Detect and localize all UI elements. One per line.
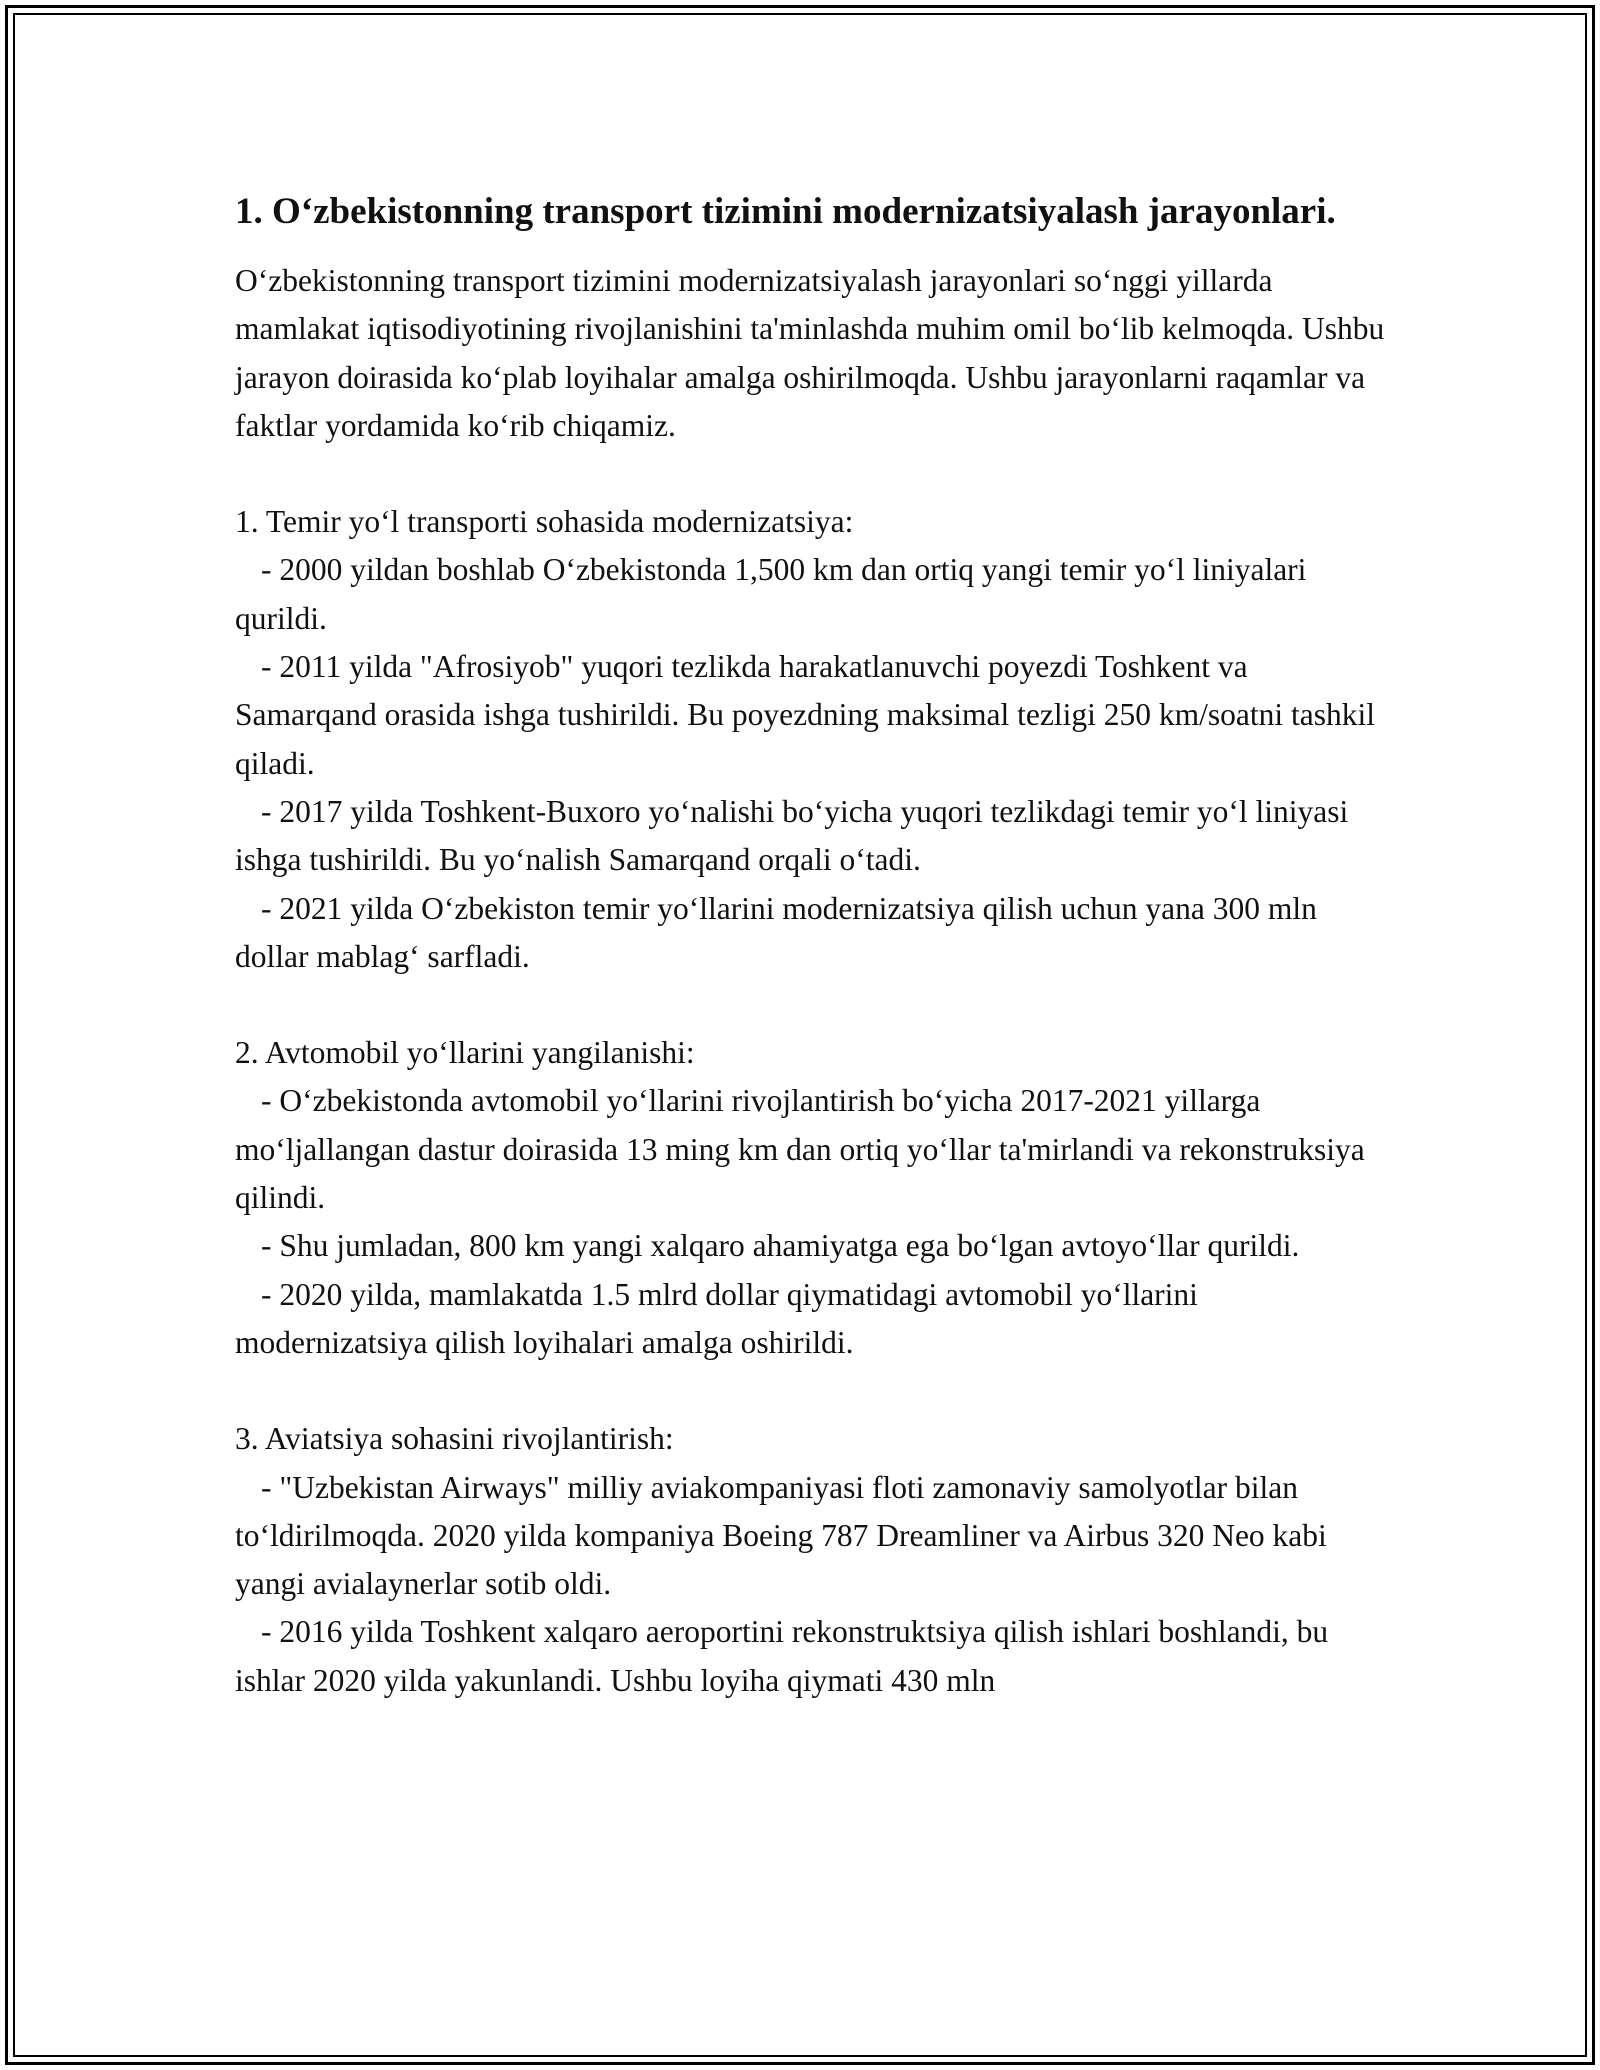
list-item: - 2021 yilda O‘zbekiston temir yo‘llarini modernizatsiya qilish uchun yana 300 mln dollar mablag‘ sarfladi.: [235, 890, 1317, 974]
section-heading: 3. Aviatsiya sohasini rivojlantirish:: [235, 1421, 674, 1457]
intro-paragraph: O‘zbekistonning transport tizimini modernizatsiyalash jarayonlari so‘nggi yillarda mamlakat iqtisodiyotining rivojlanishini ta'minlashda muhim omil bo‘lib kelmoqda. Ushbu jarayon doirasida ko‘plab loyihalar amalga oshirilmoqda. Ushbu jarayonlarni raqamlar va faktlar yordamida ko‘rib chiqamiz.: [235, 263, 1385, 443]
list-item: - 2011 yilda "Afrosiyob" yuqori tezlikda harakatlanuvchi poyezdi Toshkent va Samarqand orasida ishga tushirildi. Bu poyezdning maksimal tezligi 250 km/soatni tashkil qiladi.: [235, 649, 1375, 781]
paragraph-gap: [235, 450, 1395, 498]
list-item: - "Uzbekistan Airways" milliy aviakompaniyasi floti zamonaviy samolyotlar bilan to‘ldirilmoqda. 2020 yilda kompaniya Boeing 787 Dreamliner va Airbus 320 Neo kabi yangi avialaynerlar sotib oldi.: [235, 1469, 1327, 1602]
document-title: 1. O‘zbekistonning transport tizimini modernizatsiyalash jarayonlari.: [235, 191, 1336, 232]
section-heading: 1. Temir yo‘l transporti sohasida modernizatsiya:: [235, 504, 854, 540]
list-item: - 2016 yilda Toshkent xalqaro aeroportini rekonstruktsiya qilish ishlari boshlandi, bu ishlar 2020 yilda yakunlandi. Ushbu loyiha qiymati 430 mln: [235, 1614, 1329, 1698]
section-heading: 2. Avtomobil yo‘llarini yangilanishi:: [235, 1035, 695, 1071]
section-aviation: [235, 1415, 1395, 1705]
list-item: - Shu jumladan, 800 km yangi xalqaro ahamiyatga ega bo‘lgan avtoyo‘llar qurildi.: [261, 1228, 1300, 1264]
list-item: - 2017 yilda Toshkent-Buxoro yo‘nalishi bo‘yicha yuqori tezlikdagi temir yo‘l liniyasi ishga tushirildi. Bu yo‘nalish Samarqand orqali o‘tadi.: [235, 793, 1349, 878]
paragraph-gap: [235, 981, 1395, 1029]
paragraph-gap: [235, 1367, 1395, 1415]
list-item: - O‘zbekistonda avtomobil yo‘llarini rivojlantirish bo‘yicha 2017-2021 yillarga mo‘ljallangan dastur doirasida 13 ming km dan ortiq yo‘llar ta'mirlandi va rekonstruksiya qilindi.: [235, 1083, 1365, 1216]
section-railway: [235, 498, 1395, 981]
section-roads: [235, 1029, 1395, 1367]
list-item: - 2020 yilda, mamlakatda 1.5 mlrd dollar qiymatidagi avtomobil yo‘llarini modernizatsiya qilish loyihalari amalga oshirildi.: [235, 1276, 1198, 1360]
list-item: - 2000 yildan boshlab O‘zbekistonda 1,500 km dan ortiq yangi temir yo‘l liniyalari qurildi.: [235, 552, 1307, 636]
document-body: [235, 186, 1395, 1705]
